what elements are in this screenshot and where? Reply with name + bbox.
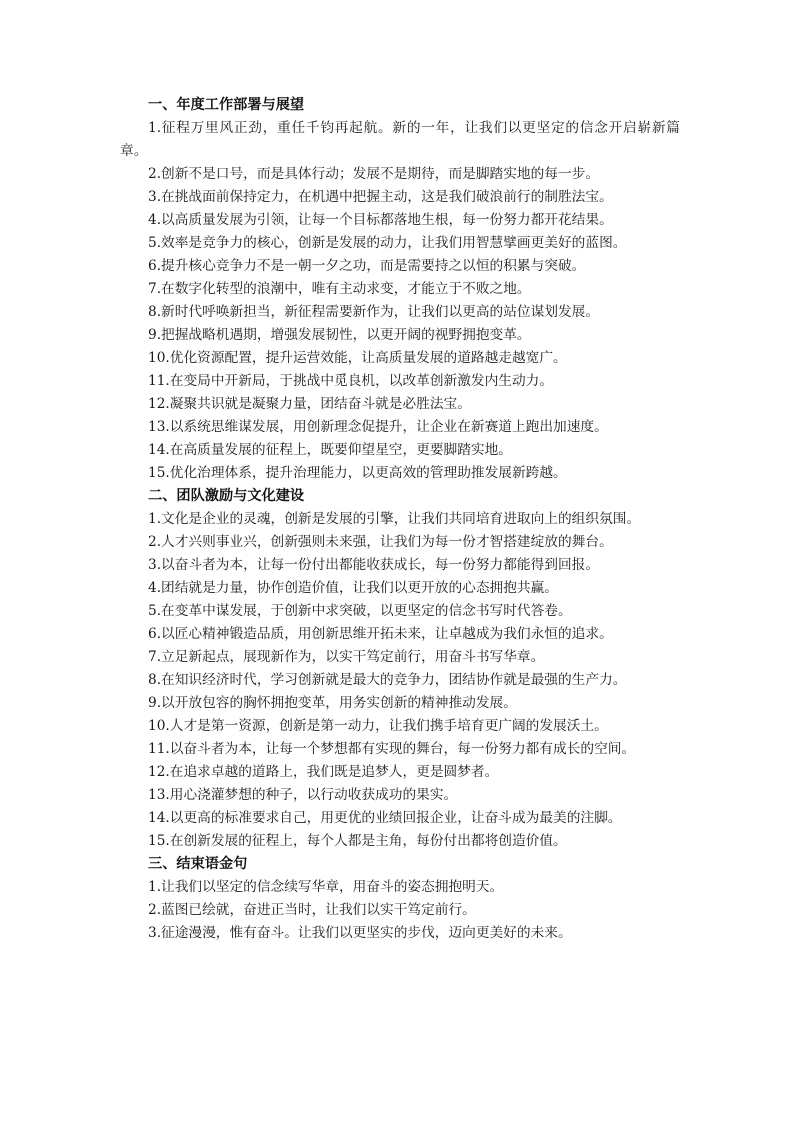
- list-item: 7.在数字化转型的浪潮中，唯有主动求变，才能立于不败之地。: [148, 281, 531, 297]
- list-item: 12.在追求卓越的道路上，我们既是追梦人，更是圆梦者。: [148, 764, 499, 780]
- list-item: 13.用心浇灌梦想的种子，以行动收获成功的果实。: [148, 787, 458, 803]
- list-item: 4.团结就是力量，协作创造价值，让我们以更开放的心态拥抱共赢。: [148, 580, 558, 596]
- list-item: 4.以高质量发展为引领，让每一个目标都落地生根，每一份努力都开花结果。: [148, 212, 613, 228]
- list-item: 8.在知识经济时代，学习创新就是最大的竞争力，团结协作就是最强的生产力。: [148, 672, 627, 688]
- list-item: 14.以更高的标准要求自己，用更优的业绩回报企业，让奋斗成为最美的注脚。: [148, 810, 622, 826]
- list-item: 13.以系统思维谋发展，用创新理念促提升，让企业在新赛道上跑出加速度。: [148, 419, 608, 435]
- list-item: 9.把握战略机遇期，增强发展韧性，以更开阔的视野拥抱变革。: [148, 327, 531, 343]
- list-item: 1.文化是企业的灵魂，创新是发展的引擎，让我们共同培育进取向上的组织氛围。: [148, 511, 641, 527]
- list-item: 6.以匠心精神锻造品质，用创新思维开拓未来，让卓越成为我们永恒的追求。: [148, 626, 613, 642]
- list-item: 14.在高质量发展的征程上，既要仰望星空，更要脚踏实地。: [148, 442, 512, 458]
- list-item: 3.征途漫漫，惟有奋斗。让我们以更坚实的步伐，迈向更美好的未来。: [148, 925, 572, 941]
- document-body: [120, 94, 680, 945]
- list-item: 3.以奋斗者为本，让每一份付出都能收获成长，每一份努力都能得到回报。: [148, 557, 600, 573]
- list-item: 7.立足新起点，展现新作为，以实干笃定前行，用奋斗书写华章。: [148, 649, 545, 665]
- list-item: 8.新时代呼唤新担当，新征程需要新作为，让我们以更高的站位谋划发展。: [148, 304, 600, 320]
- section-title: 一、年度工作部署与展望: [148, 97, 305, 113]
- list-item: 12.凝聚共识就是凝聚力量，团结奋斗就是必胜法宝。: [148, 396, 471, 412]
- list-item: 5.效率是竞争力的核心，创新是发展的动力，让我们用智慧擘画更美好的蓝图。: [148, 235, 627, 251]
- list-item: 2.人才兴则事业兴，创新强则未来强，让我们为每一份才智搭建绽放的舞台。: [148, 534, 613, 550]
- list-item: 5.在变革中谋发展，于创新中求突破，以更坚定的信念书写时代答卷。: [148, 603, 572, 619]
- list-item: 1.让我们以坚定的信念续写华章，用奋斗的姿态拥抱明天。: [148, 879, 504, 895]
- list-item: 10.优化资源配置，提升运营效能，让高质量发展的道路越走越宽广。: [148, 350, 567, 366]
- section-title: 三、结束语金句: [148, 856, 248, 872]
- list-item: 2.蓝图已绘就，奋进正当时，让我们以实干笃定前行。: [148, 902, 476, 918]
- list-item: 15.优化治理体系，提升治理能力，以更高效的管理助推发展新跨越。: [148, 465, 567, 481]
- list-item: 15.在创新发展的征程上，每个人都是主角，每份付出都将创造价值。: [148, 833, 567, 849]
- list-item: 2.创新不是口号，而是具体行动；发展不是期待，而是脚踏实地的每一步。: [148, 166, 600, 182]
- list-item: 11.以奋斗者为本，让每一个梦想都有实现的舞台，每一份努力都有成长的空间。: [148, 741, 636, 757]
- section-title: 二、团队激励与文化建设: [148, 488, 305, 504]
- list-item: 3.在挑战面前保持定力，在机遇中把握主动，这是我们破浪前行的制胜法宝。: [148, 189, 613, 205]
- list-item: 6.提升核心竞争力不是一朝一夕之功，而是需要持之以恒的积累与突破。: [148, 258, 586, 274]
- list-item: 10.人才是第一资源，创新是第一动力，让我们携手培育更广阔的发展沃土。: [148, 718, 608, 734]
- list-item: 9.以开放包容的胸怀拥抱变革，用务实创新的精神推动发展。: [148, 695, 517, 711]
- list-item: 11.在变局中开新局，于挑战中觅良机，以改革创新激发内生动力。: [148, 373, 554, 389]
- list-item: 1.征程万里风正劲，重任千钧再起航。新的一年，让我们以更坚定的信念开启崭新篇章。: [120, 120, 680, 159]
